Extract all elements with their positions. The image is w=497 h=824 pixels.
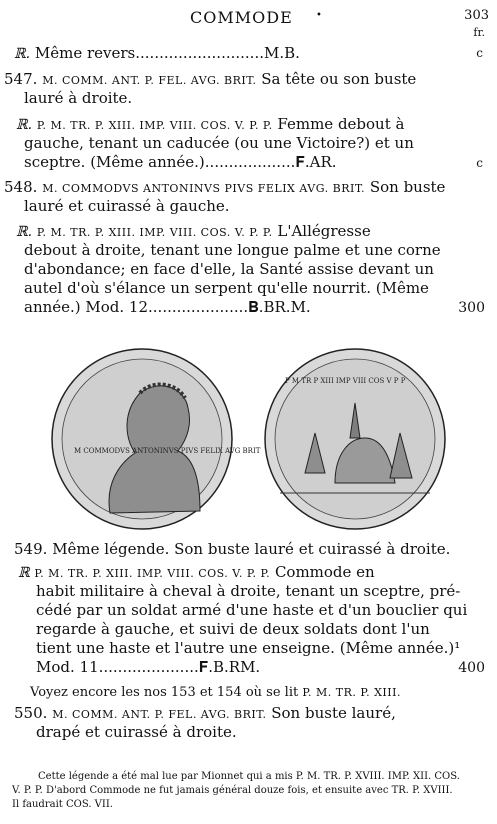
entry-line: année.) Mod. 12.....................𝐁.BR.M. — [24, 298, 311, 316]
entry-line: sceptre. (Même année.)...................𝐅.AR. — [24, 153, 337, 171]
rarity-mark: c — [476, 46, 483, 60]
coin-reverse — [265, 349, 445, 529]
entry-line: ℝ. Même revers...........................M.B. — [14, 44, 300, 62]
header-mark: • — [316, 10, 322, 21]
entry-line: lauré à droite. — [24, 89, 133, 107]
entry-line: cédé par un soldat armé d'une haste et d'un bouclier qui — [36, 601, 468, 619]
page-number: 303 — [464, 8, 489, 23]
entry-line: d'abondance; en face d'elle, la Santé assise devant un — [24, 260, 434, 278]
entry-line: 548. M. COMMODVS ANTONINVS PIVS FELIX AVG. BRIT. Son buste — [4, 178, 446, 196]
entry-line: debout à droite, tenant une longue palme et une corne — [24, 241, 441, 259]
entry-line: 550. M. COMM. ANT. P. FEL. AVG. BRIT. Son buste lauré, — [14, 704, 396, 722]
entry-line: ℝ. P. M. TR. P. XIII. IMP. VIII. COS. V. P. P. L'Allégresse — [16, 222, 371, 240]
reverse-legend: P M TR P XIII IMP VIII COS V P P — [285, 377, 406, 385]
cross-reference-note: Voyez encore les nos 153 et 154 où se lit P. M. TR. P. XIII. — [30, 685, 401, 700]
entry-line: lauré et cuirassé à gauche. — [24, 197, 230, 215]
entry-line: autel d'où s'élance un serpent qu'elle nourrit. (Même — [24, 279, 429, 297]
footnote-line: V. P. P. D'abord Commode ne fut jamais général douze fois, et ensuite avec TR. P. XVIII. — [12, 785, 453, 796]
coin-illustration — [50, 343, 450, 533]
entry-line: habit militaire à cheval à droite, tenant un sceptre, pré- — [36, 582, 461, 600]
entry-line: ℝ P. M. TR. P. XIII. IMP. VIII. COS. V. P. P. Commode en — [18, 563, 375, 581]
obverse-legend: M COMMODVS ANTONINVS PIVS FELIX AVG BRIT — [74, 447, 261, 455]
entry-line: regarde à gauche, et suivi de deux soldats dont l'un — [36, 620, 430, 638]
entry-line: gauche, tenant un caducée (ou une Victoire?) et un — [24, 134, 414, 152]
entry-line: 547. M. COMM. ANT. P. FEL. AVG. BRIT. Sa tête ou son buste — [4, 70, 417, 88]
entry-line: drapé et cuirassé à droite. — [36, 723, 237, 741]
footnote-line: Cette légende a été mal lue par Mionnet qui a mis P. M. TR. P. XVIII. IMP. XII. COS. — [38, 771, 460, 782]
coin-obverse — [52, 349, 261, 529]
price: 300 — [458, 300, 485, 316]
rarity-mark: c — [476, 156, 483, 170]
entry-line: ℝ. P. M. TR. P. XIII. IMP. VIII. COS. V. P. P. Femme debout à — [16, 115, 405, 133]
entry-line: 549. Même légende. Son buste lauré et cuirassé à droite. — [14, 540, 451, 558]
price: 400 — [458, 660, 485, 676]
header-title: COMMODE — [190, 8, 293, 27]
running-header — [0, 6, 497, 39]
footnote-line: Il faudrait COS. VII. — [12, 799, 113, 810]
price-unit: fr. — [473, 26, 485, 39]
entry-line: Mod. 11.....................𝐅.B.RM. — [36, 658, 261, 676]
entry-line: tient une haste et l'autre une enseigne. (Même année.)¹ — [36, 639, 461, 657]
